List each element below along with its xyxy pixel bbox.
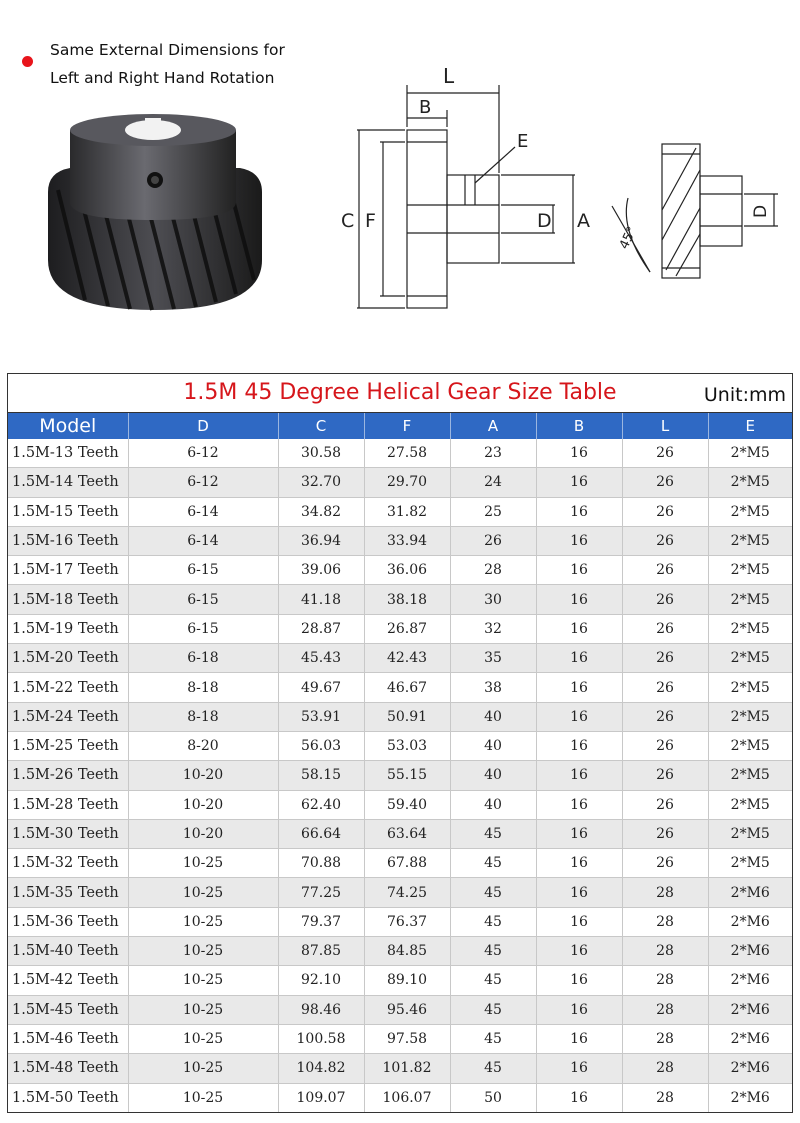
cell-b: 16 bbox=[536, 849, 622, 878]
model-cell: 1.5M-14 Teeth bbox=[8, 468, 128, 497]
cell-f: 26.87 bbox=[364, 614, 450, 643]
cell-l: 26 bbox=[622, 614, 708, 643]
cell-f: 67.88 bbox=[364, 849, 450, 878]
cell-d: 6-15 bbox=[128, 556, 278, 585]
cell-d: 6-12 bbox=[128, 439, 278, 468]
cell-c: 53.91 bbox=[278, 702, 364, 731]
cell-a: 45 bbox=[450, 937, 536, 966]
cell-f: 38.18 bbox=[364, 585, 450, 614]
model-cell: 1.5M-48 Teeth bbox=[8, 1054, 128, 1083]
cell-a: 26 bbox=[450, 526, 536, 555]
cell-e: 2*M5 bbox=[708, 468, 792, 497]
cell-b: 16 bbox=[536, 702, 622, 731]
model-cell: 1.5M-16 Teeth bbox=[8, 526, 128, 555]
table-row bbox=[8, 937, 792, 966]
cell-d: 10-25 bbox=[128, 878, 278, 907]
cell-c: 56.03 bbox=[278, 731, 364, 760]
column-header-c: C bbox=[278, 413, 364, 439]
cell-e: 2*M6 bbox=[708, 907, 792, 936]
cell-b: 16 bbox=[536, 556, 622, 585]
cell-c: 58.15 bbox=[278, 761, 364, 790]
cell-c: 34.82 bbox=[278, 497, 364, 526]
cell-f: 31.82 bbox=[364, 497, 450, 526]
cell-c: 109.07 bbox=[278, 1083, 364, 1112]
cell-f: 55.15 bbox=[364, 761, 450, 790]
cell-e: 2*M6 bbox=[708, 995, 792, 1024]
cell-b: 16 bbox=[536, 790, 622, 819]
cell-c: 92.10 bbox=[278, 966, 364, 995]
cell-e: 2*M6 bbox=[708, 966, 792, 995]
cell-c: 32.70 bbox=[278, 468, 364, 497]
rotation-note bbox=[50, 36, 330, 92]
label-B: B bbox=[419, 97, 432, 118]
cell-c: 45.43 bbox=[278, 644, 364, 673]
cell-a: 40 bbox=[450, 731, 536, 760]
cell-l: 28 bbox=[622, 907, 708, 936]
cell-c: 49.67 bbox=[278, 673, 364, 702]
cell-l: 28 bbox=[622, 966, 708, 995]
cell-l: 28 bbox=[622, 937, 708, 966]
table-title: 1.5M 45 Degree Helical Gear Size Table bbox=[183, 380, 617, 405]
column-header-a: A bbox=[450, 413, 536, 439]
cell-c: 87.85 bbox=[278, 937, 364, 966]
cell-e: 2*M5 bbox=[708, 761, 792, 790]
cell-d: 6-18 bbox=[128, 644, 278, 673]
table-row bbox=[8, 526, 792, 555]
cell-c: 70.88 bbox=[278, 849, 364, 878]
cell-l: 26 bbox=[622, 790, 708, 819]
cell-d: 10-25 bbox=[128, 937, 278, 966]
cell-l: 26 bbox=[622, 673, 708, 702]
cell-b: 16 bbox=[536, 468, 622, 497]
table-title-row bbox=[8, 374, 792, 413]
cell-b: 16 bbox=[536, 966, 622, 995]
cell-e: 2*M5 bbox=[708, 526, 792, 555]
cell-e: 2*M6 bbox=[708, 1054, 792, 1083]
cell-l: 26 bbox=[622, 819, 708, 848]
cell-f: 106.07 bbox=[364, 1083, 450, 1112]
model-cell: 1.5M-19 Teeth bbox=[8, 614, 128, 643]
cell-e: 2*M5 bbox=[708, 644, 792, 673]
note-line-1: Same External Dimensions for bbox=[50, 41, 285, 59]
cell-b: 16 bbox=[536, 673, 622, 702]
label-A: A bbox=[577, 210, 590, 232]
cell-f: 89.10 bbox=[364, 966, 450, 995]
label-D: D bbox=[537, 210, 552, 232]
cell-b: 16 bbox=[536, 761, 622, 790]
cell-e: 2*M5 bbox=[708, 439, 792, 468]
cell-d: 10-20 bbox=[128, 761, 278, 790]
cell-l: 26 bbox=[622, 644, 708, 673]
cell-a: 25 bbox=[450, 497, 536, 526]
column-header-l: L bbox=[622, 413, 708, 439]
cell-c: 30.58 bbox=[278, 439, 364, 468]
table-row bbox=[8, 1083, 792, 1112]
model-cell: 1.5M-46 Teeth bbox=[8, 1024, 128, 1053]
table-row bbox=[8, 556, 792, 585]
table-row bbox=[8, 1024, 792, 1053]
cell-d: 10-25 bbox=[128, 1083, 278, 1112]
column-header-model: Model bbox=[8, 413, 128, 439]
cell-l: 26 bbox=[622, 702, 708, 731]
cell-b: 16 bbox=[536, 1083, 622, 1112]
cell-d: 8-18 bbox=[128, 673, 278, 702]
cell-d: 10-25 bbox=[128, 849, 278, 878]
cell-f: 76.37 bbox=[364, 907, 450, 936]
cell-l: 28 bbox=[622, 995, 708, 1024]
table-row bbox=[8, 497, 792, 526]
cell-d: 6-15 bbox=[128, 614, 278, 643]
cell-l: 28 bbox=[622, 1083, 708, 1112]
red-bullet-icon bbox=[22, 56, 33, 67]
cell-c: 36.94 bbox=[278, 526, 364, 555]
cell-a: 28 bbox=[450, 556, 536, 585]
cell-f: 63.64 bbox=[364, 819, 450, 848]
cell-d: 8-18 bbox=[128, 702, 278, 731]
cell-a: 35 bbox=[450, 644, 536, 673]
table-row bbox=[8, 907, 792, 936]
cell-d: 6-15 bbox=[128, 585, 278, 614]
model-cell: 1.5M-20 Teeth bbox=[8, 644, 128, 673]
cell-l: 28 bbox=[622, 1024, 708, 1053]
cell-b: 16 bbox=[536, 731, 622, 760]
cell-c: 41.18 bbox=[278, 585, 364, 614]
cell-l: 26 bbox=[622, 731, 708, 760]
gear-size-table bbox=[8, 413, 792, 1112]
cell-f: 29.70 bbox=[364, 468, 450, 497]
table-row bbox=[8, 995, 792, 1024]
cell-f: 42.43 bbox=[364, 644, 450, 673]
cell-b: 16 bbox=[536, 937, 622, 966]
cell-e: 2*M5 bbox=[708, 556, 792, 585]
table-row bbox=[8, 702, 792, 731]
product-illustration-area bbox=[0, 0, 800, 360]
cell-e: 2*M5 bbox=[708, 790, 792, 819]
cell-c: 100.58 bbox=[278, 1024, 364, 1053]
cell-a: 45 bbox=[450, 966, 536, 995]
cell-d: 10-25 bbox=[128, 995, 278, 1024]
cell-c: 98.46 bbox=[278, 995, 364, 1024]
cell-l: 26 bbox=[622, 468, 708, 497]
cell-e: 2*M5 bbox=[708, 673, 792, 702]
cell-a: 45 bbox=[450, 1024, 536, 1053]
cell-l: 26 bbox=[622, 497, 708, 526]
cell-f: 59.40 bbox=[364, 790, 450, 819]
cell-b: 16 bbox=[536, 614, 622, 643]
cell-a: 45 bbox=[450, 849, 536, 878]
cell-c: 62.40 bbox=[278, 790, 364, 819]
cell-e: 2*M5 bbox=[708, 702, 792, 731]
cell-b: 16 bbox=[536, 439, 622, 468]
cell-e: 2*M6 bbox=[708, 1024, 792, 1053]
cell-c: 28.87 bbox=[278, 614, 364, 643]
cell-b: 16 bbox=[536, 1024, 622, 1053]
model-cell: 1.5M-36 Teeth bbox=[8, 907, 128, 936]
model-cell: 1.5M-32 Teeth bbox=[8, 849, 128, 878]
cell-f: 97.58 bbox=[364, 1024, 450, 1053]
cell-e: 2*M5 bbox=[708, 497, 792, 526]
cell-d: 10-25 bbox=[128, 966, 278, 995]
cell-b: 16 bbox=[536, 585, 622, 614]
cell-l: 28 bbox=[622, 878, 708, 907]
cell-f: 74.25 bbox=[364, 878, 450, 907]
cell-f: 27.58 bbox=[364, 439, 450, 468]
cell-l: 26 bbox=[622, 585, 708, 614]
cell-a: 45 bbox=[450, 878, 536, 907]
column-header-f: F bbox=[364, 413, 450, 439]
cell-b: 16 bbox=[536, 907, 622, 936]
table-row bbox=[8, 1054, 792, 1083]
table-header-row bbox=[8, 413, 792, 439]
gear-dimension-drawing bbox=[325, 55, 595, 315]
cell-e: 2*M6 bbox=[708, 878, 792, 907]
table-row bbox=[8, 849, 792, 878]
model-cell: 1.5M-50 Teeth bbox=[8, 1083, 128, 1112]
model-cell: 1.5M-30 Teeth bbox=[8, 819, 128, 848]
model-cell: 1.5M-35 Teeth bbox=[8, 878, 128, 907]
cell-d: 10-25 bbox=[128, 1054, 278, 1083]
model-cell: 1.5M-45 Teeth bbox=[8, 995, 128, 1024]
table-row bbox=[8, 439, 792, 468]
cell-a: 45 bbox=[450, 995, 536, 1024]
model-cell: 1.5M-24 Teeth bbox=[8, 702, 128, 731]
cell-e: 2*M5 bbox=[708, 614, 792, 643]
column-header-b: B bbox=[536, 413, 622, 439]
model-cell: 1.5M-42 Teeth bbox=[8, 966, 128, 995]
cell-e: 2*M6 bbox=[730, 1089, 770, 1106]
cell-d: 6-14 bbox=[128, 497, 278, 526]
label-L: L bbox=[443, 64, 455, 88]
column-header-d: D bbox=[128, 413, 278, 439]
cell-a: 30 bbox=[450, 585, 536, 614]
model-cell: 1.5M-17 Teeth bbox=[8, 556, 128, 585]
cell-l: 26 bbox=[622, 439, 708, 468]
model-cell: 1.5M-18 Teeth bbox=[8, 585, 128, 614]
cell-a: 40 bbox=[450, 702, 536, 731]
cell-l: 26 bbox=[622, 761, 708, 790]
cell-a: 40 bbox=[450, 790, 536, 819]
cell-e: 2*M5 bbox=[708, 585, 792, 614]
cell-e: 2*M5 bbox=[708, 731, 792, 760]
cell-c: 39.06 bbox=[278, 556, 364, 585]
unit-label: Unit:mm bbox=[703, 384, 786, 406]
cell-f: 46.67 bbox=[364, 673, 450, 702]
cell-c: 77.25 bbox=[278, 878, 364, 907]
cell-b: 16 bbox=[536, 497, 622, 526]
model-cell: 1.5M-28 Teeth bbox=[8, 790, 128, 819]
cell-e: 2*M5 bbox=[708, 819, 792, 848]
table-row bbox=[8, 585, 792, 614]
cell-a: 45 bbox=[450, 907, 536, 936]
cell-f: 53.03 bbox=[364, 731, 450, 760]
model-cell: 1.5M-25 Teeth bbox=[8, 731, 128, 760]
label-D2: D bbox=[751, 204, 771, 218]
cell-f: 95.46 bbox=[364, 995, 450, 1024]
label-C: C bbox=[341, 210, 355, 232]
cell-f: 36.06 bbox=[364, 556, 450, 585]
cell-f: 50.91 bbox=[364, 702, 450, 731]
cell-a: 32 bbox=[450, 614, 536, 643]
cell-b: 16 bbox=[536, 819, 622, 848]
table-row bbox=[8, 644, 792, 673]
cell-l: 28 bbox=[622, 1054, 708, 1083]
cell-f: 101.82 bbox=[364, 1054, 450, 1083]
cell-l: 26 bbox=[622, 849, 708, 878]
cell-e: 2*M5 bbox=[708, 849, 792, 878]
table-row bbox=[8, 819, 792, 848]
cell-d: 10-20 bbox=[128, 790, 278, 819]
label-F: F bbox=[365, 210, 376, 232]
cell-a: 45 bbox=[450, 819, 536, 848]
size-table bbox=[7, 373, 793, 1113]
cell-a: 24 bbox=[450, 468, 536, 497]
cell-a: 40 bbox=[450, 761, 536, 790]
cell-c: 104.82 bbox=[278, 1054, 364, 1083]
cell-f: 84.85 bbox=[364, 937, 450, 966]
note-line-2: Left and Right Hand Rotation bbox=[50, 69, 275, 87]
model-cell: 1.5M-15 Teeth bbox=[8, 497, 128, 526]
cell-b: 16 bbox=[536, 878, 622, 907]
model-cell: 1.5M-40 Teeth bbox=[8, 937, 128, 966]
label-angle: 45° bbox=[616, 224, 641, 252]
column-header-e: E bbox=[708, 413, 792, 439]
cell-d: 10-25 bbox=[128, 1024, 278, 1053]
cell-e: 2*M6 bbox=[708, 937, 792, 966]
table-body bbox=[8, 439, 792, 1112]
cell-l: 26 bbox=[622, 526, 708, 555]
cell-l: 26 bbox=[622, 556, 708, 585]
cell-d: 10-20 bbox=[128, 819, 278, 848]
cell-b: 16 bbox=[536, 526, 622, 555]
table-row bbox=[8, 673, 792, 702]
cell-a: 50 bbox=[450, 1083, 536, 1112]
cell-c: 79.37 bbox=[278, 907, 364, 936]
table-row bbox=[8, 966, 792, 995]
cell-a: 23 bbox=[450, 439, 536, 468]
helix-angle-drawing bbox=[610, 130, 790, 290]
cell-a: 45 bbox=[450, 1054, 536, 1083]
cell-f: 33.94 bbox=[364, 526, 450, 555]
cell-b: 16 bbox=[536, 1054, 622, 1083]
cell-d: 8-20 bbox=[128, 731, 278, 760]
model-cell: 1.5M-22 Teeth bbox=[8, 673, 128, 702]
model-cell: 1.5M-13 Teeth bbox=[8, 439, 128, 468]
table-row bbox=[8, 731, 792, 760]
label-E: E bbox=[517, 131, 529, 152]
table-row bbox=[8, 790, 792, 819]
cell-a: 38 bbox=[450, 673, 536, 702]
model-cell: 1.5M-26 Teeth bbox=[8, 761, 128, 790]
table-row bbox=[8, 761, 792, 790]
cell-d: 6-12 bbox=[128, 468, 278, 497]
cell-c: 66.64 bbox=[278, 819, 364, 848]
table-row bbox=[8, 468, 792, 497]
cell-b: 16 bbox=[536, 644, 622, 673]
cell-b: 16 bbox=[536, 995, 622, 1024]
cell-d: 10-25 bbox=[128, 907, 278, 936]
helical-gear-photo bbox=[40, 110, 270, 320]
cell-d: 6-14 bbox=[128, 526, 278, 555]
table-row bbox=[8, 878, 792, 907]
table-row bbox=[8, 614, 792, 643]
